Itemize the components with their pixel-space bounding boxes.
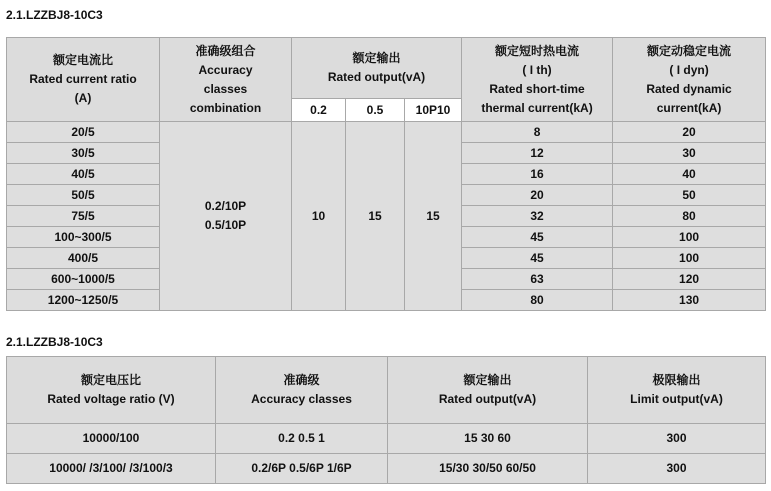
- accuracy-merged-cell: [160, 122, 292, 311]
- ratio-cell: 40/5: [7, 164, 160, 185]
- header-output-zh: 额定输出: [463, 373, 512, 387]
- header-accuracy-en3: combination: [189, 100, 262, 115]
- header-thermal-sym: ( I th): [522, 62, 552, 77]
- thermal-cell: 63: [462, 269, 613, 290]
- voltage-cell: 10000/100: [7, 424, 216, 454]
- header-ratio-unit: (A): [74, 91, 92, 105]
- ratio-cell: 75/5: [7, 206, 160, 227]
- header-rated-voltage-ratio: [7, 357, 216, 424]
- accuracy-value: 0.2/10P: [204, 199, 247, 213]
- ratio-cell: 30/5: [7, 143, 160, 164]
- ratio-cell: 600~1000/5: [7, 269, 160, 290]
- header-accuracy-zh: 准确级: [283, 373, 320, 387]
- header-ratio-en: Rated current ratio: [29, 72, 137, 86]
- dynamic-cell: 20: [613, 122, 766, 143]
- output-cell: 15 30 60: [388, 424, 588, 454]
- header-dynamic-sym: ( I dyn): [669, 62, 709, 77]
- thermal-cell: 32: [462, 206, 613, 227]
- accuracy-value: 0.5/10P: [204, 218, 247, 232]
- header-accuracy-zh: 准确级组合: [195, 43, 256, 58]
- voltage-ratio-table: [6, 356, 766, 484]
- voltage-cell: 10000/ /3/100/ /3/100/3: [7, 454, 216, 484]
- header-accuracy-en: Accuracy classes: [251, 392, 352, 406]
- dynamic-cell: 50: [613, 185, 766, 206]
- output-10p10-merged-cell: 15: [405, 122, 462, 311]
- header-dynamic-en2: current(kA): [656, 100, 722, 115]
- thermal-cell: 8: [462, 122, 613, 143]
- dynamic-cell: 40: [613, 164, 766, 185]
- header-output-sub-0.5: 0.5: [346, 99, 405, 122]
- thermal-cell: 80: [462, 290, 613, 311]
- current-ratio-table: [6, 37, 766, 311]
- thermal-cell: 45: [462, 248, 613, 269]
- header-ratio-zh: 额定电流比: [52, 53, 113, 67]
- header-accuracy-en2: classes: [203, 81, 248, 96]
- output-0.2-merged-cell: 10: [292, 122, 346, 311]
- table1-title: 2.1.LZZBJ8-10C3: [6, 8, 103, 22]
- accuracy-cell: 0.2/6P 0.5/6P 1/6P: [216, 454, 388, 484]
- header-output-en: Rated output(vA): [327, 70, 426, 84]
- ratio-cell: 400/5: [7, 248, 160, 269]
- header-rated-output: [388, 357, 588, 424]
- thermal-cell: 12: [462, 143, 613, 164]
- header-limit-zh: 极限输出: [652, 373, 701, 387]
- output-0.5-merged-cell: 15: [346, 122, 405, 311]
- ratio-cell: 1200~1250/5: [7, 290, 160, 311]
- output-cell: 15/30 30/50 60/50: [388, 454, 588, 484]
- limit-cell: 300: [588, 454, 766, 484]
- header-dynamic-current: [613, 38, 766, 122]
- header-accuracy-en1: Accuracy: [198, 62, 253, 77]
- table2-title: 2.1.LZZBJ8-10C3: [6, 335, 103, 349]
- limit-cell: 300: [588, 424, 766, 454]
- header-output-en: Rated output(vA): [438, 392, 537, 406]
- header-limit-en: Limit output(vA): [630, 392, 723, 406]
- header-thermal-en2: thermal current(kA): [481, 100, 593, 115]
- dynamic-cell: 120: [613, 269, 766, 290]
- header-rated-output: [292, 38, 462, 99]
- header-accuracy-classes: [216, 357, 388, 424]
- header-thermal-current: [462, 38, 613, 122]
- ratio-cell: 20/5: [7, 122, 160, 143]
- ratio-cell: 50/5: [7, 185, 160, 206]
- ratio-cell: 100~300/5: [7, 227, 160, 248]
- dynamic-cell: 100: [613, 248, 766, 269]
- header-dynamic-en1: Rated dynamic: [646, 81, 732, 96]
- thermal-cell: 20: [462, 185, 613, 206]
- thermal-cell: 45: [462, 227, 613, 248]
- header-rated-current-ratio: [7, 38, 160, 122]
- header-output-zh: 额定输出: [352, 51, 401, 65]
- header-dynamic-zh: 额定动稳定电流: [647, 43, 732, 58]
- header-output-sub-0.2: 0.2: [292, 99, 346, 122]
- accuracy-cell: 0.2 0.5 1: [216, 424, 388, 454]
- header-voltage-zh: 额定电压比: [80, 373, 141, 387]
- header-accuracy-combination: [160, 38, 292, 122]
- header-thermal-en1: Rated short-time: [489, 81, 585, 96]
- thermal-cell: 16: [462, 164, 613, 185]
- header-limit-output: [588, 357, 766, 424]
- header-voltage-en: Rated voltage ratio (V): [47, 392, 175, 406]
- header-output-sub-10p10: 10P10: [405, 99, 462, 122]
- dynamic-cell: 80: [613, 206, 766, 227]
- dynamic-cell: 130: [613, 290, 766, 311]
- dynamic-cell: 30: [613, 143, 766, 164]
- header-thermal-zh: 额定短时热电流: [495, 43, 580, 58]
- dynamic-cell: 100: [613, 227, 766, 248]
